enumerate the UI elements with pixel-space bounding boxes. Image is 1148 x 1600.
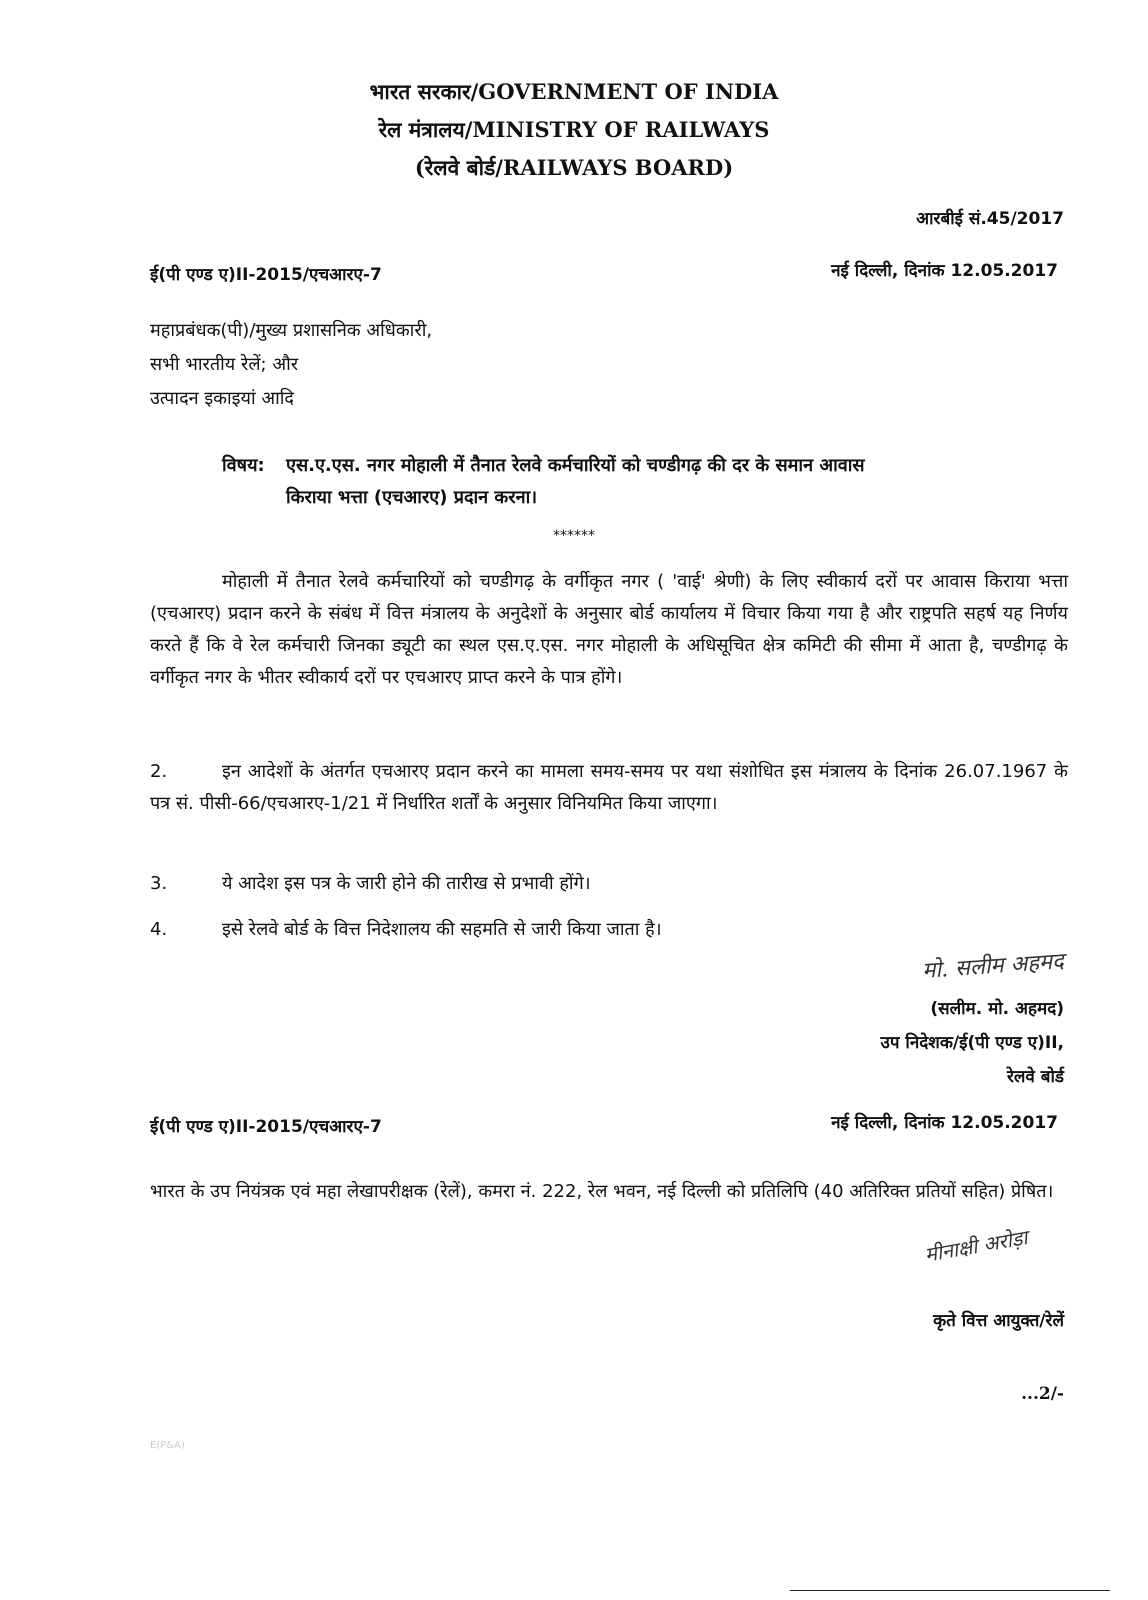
footer-mark: E(P&A) bbox=[150, 1440, 185, 1451]
signatory-office: रेलवे बोर्ड bbox=[1006, 1067, 1064, 1087]
addressee-line-1: महाप्रबंधक(पी)/मुख्य प्रशासनिक अधिकारी, bbox=[150, 320, 433, 341]
issue-date: नई दिल्ली, दिनांक 12.05.2017 bbox=[831, 261, 1058, 281]
addressee-line-3: उत्पादन इकाइयां आदि bbox=[150, 388, 294, 409]
paragraph-3-number: 3. bbox=[150, 873, 168, 894]
subject-line-1: एस.ए.एस. नगर मोहाली में तैनात रेलवे कर्मचारियों को चण्डीगढ़ की दर के समान आवास bbox=[286, 455, 865, 476]
paragraph-2-number: 2. bbox=[150, 761, 168, 782]
copy-for: कृते वित्त आयुक्त/रेलें bbox=[933, 1311, 1064, 1331]
separator: ****** bbox=[553, 528, 595, 544]
header-board: (रेलवे बोर्ड/RAILWAYS BOARD) bbox=[414, 155, 734, 180]
addressee-line-2: सभी भारतीय रेलें; और bbox=[150, 354, 299, 375]
paragraph-3 bbox=[150, 868, 1068, 900]
rbe-number: आरबीई सं.45/2017 bbox=[916, 209, 1064, 229]
signature-handwritten: मो. सलीम अहमद bbox=[921, 949, 1065, 984]
signatory-name: (सलीम. मो. अहमद) bbox=[930, 999, 1064, 1019]
paragraph-2-text: इन आदेशों के अंतर्गत एचआरए प्रदान करने का मामला समय-समय पर यथा संशोधित इस मंत्रालय के दिनांक 26.07.1967 के पत्र सं. पीसी-66/एचआरए-1/21 में निर्धारित शर्तों के अनुसार विनियमित किया जाएगा। bbox=[150, 761, 1068, 814]
signatory-block bbox=[881, 992, 1064, 1094]
page-continuation: ...2/- bbox=[1021, 1384, 1064, 1404]
paragraph-3-text: ये आदेश इस पत्र के जारी होने की तारीख से प्रभावी होंगे। bbox=[222, 873, 591, 894]
paragraph-2 bbox=[150, 756, 1068, 820]
file-reference: ई(पी एण्ड ए)II-2015/एचआरए-7 bbox=[150, 265, 382, 285]
header-ministry: रेल मंत्रालय/MINISTRY OF RAILWAYS bbox=[378, 117, 770, 142]
bottom-rule bbox=[790, 1590, 1110, 1591]
header-govt: भारत सरकार/GOVERNMENT OF INDIA bbox=[369, 79, 779, 104]
copy-file-reference: ई(पी एण्ड ए)II-2015/एचआरए-7 bbox=[150, 1117, 382, 1137]
copy-date: नई दिल्ली, दिनांक 12.05.2017 bbox=[831, 1113, 1058, 1133]
subject-block bbox=[222, 450, 1068, 514]
copy-text: भारत के उप नियंत्रक एवं महा लेखापरीक्षक (रेलें), कमरा नं. 222, रेल भवन, नई दिल्ली को प्रतिलिपि (40 अतिरिक्त प्रतियों सहित) प्रेषित। bbox=[150, 1181, 1054, 1202]
subject-label: विषय: bbox=[222, 455, 265, 476]
paragraph-4-text: इसे रेलवे बोर्ड के वित्त निदेशालय की सहमति से जारी किया जाता है। bbox=[222, 919, 662, 940]
paragraph-1: मोहाली में तैनात रेलवे कर्मचारियों को चण्डीगढ़ के वर्गीकृत नगर ( 'वाई' श्रेणी) के लिए स्वीकार्य दरों पर आवास किराया भत्ता (एचआरए) प्रदान करने के संबंध में वित्त मंत्रालय के अनुदेशों के अनुसार बोर्ड कार्यालय में विचार किया गया है और राष्ट्रपति सहर्ष यह निर्णय करते हैं कि वे रेल कर्मचारी जिनका ड्यूटी का स्थल एस.ए.एस. नगर मोहाली के अधिसूचित क्षेत्र कमिटी की सीमा में आता है, चण्डीगढ़ के वर्गीकृत नगर के भीतर स्वीकार्य दरों पर एचआरए प्राप्त करने के पात्र होंगे। bbox=[150, 571, 1068, 688]
paragraph-4-number: 4. bbox=[150, 919, 168, 940]
signatory-designation: उप निदेशक/ई(पी एण्ड ए)II, bbox=[880, 1033, 1064, 1053]
subject-line-2: किराया भत्ता (एचआरए) प्रदान करना। bbox=[286, 487, 538, 508]
paragraph-4 bbox=[150, 914, 1068, 946]
copy-signature-handwritten: मीनाक्षी अरोड़ा bbox=[922, 1225, 1030, 1267]
